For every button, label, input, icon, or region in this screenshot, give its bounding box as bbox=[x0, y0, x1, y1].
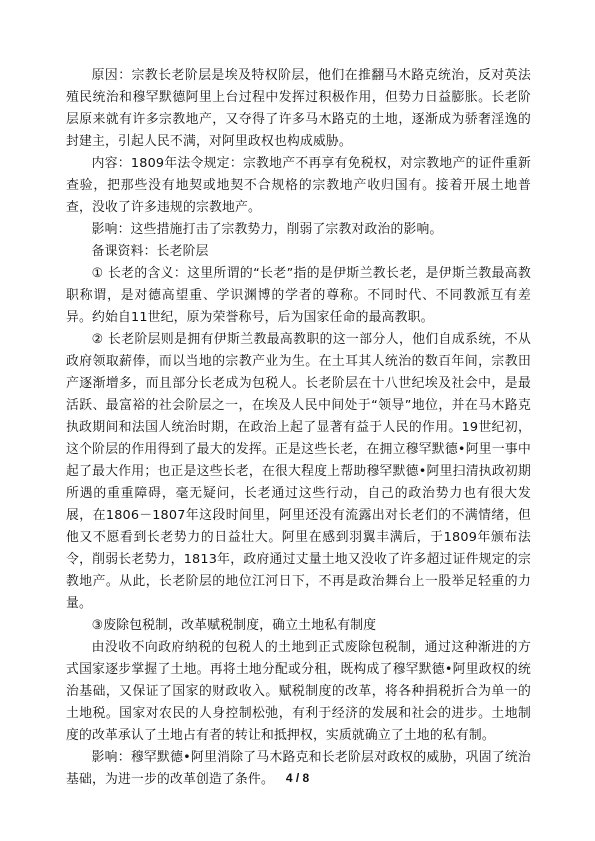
paragraph-reference-heading: 备课资料：长老阶层 bbox=[91, 244, 209, 259]
paragraph-reason: 原因：宗教长老阶层是埃及特权阶层，他们在推翻马木路克统治，反对英法殖民统治和穆罕默德阿里上台过程中发挥过积极作用，但势力日益膨胀。长老阶层原来就有许多宗教地产，又夺得了许多马木路克的土地，逐渐成为骄奢淫逸的封建主，引起人民不满，对阿里政权也构成威胁。 bbox=[66, 68, 531, 149]
page-body bbox=[66, 65, 531, 791]
paragraph-impact: 影响：这些措施打击了宗教势力，削弱了宗教对政治的影响。 bbox=[91, 222, 443, 237]
paragraph-content: 内容：1809年法令规定：宗教地产不再享有免税权，对宗教地产的证件重新查验，把那些没有地契或地契不合规格的宗教地产收归国有。接着开展土地普查，没收了许多违规的宗教地产。 bbox=[66, 156, 531, 215]
paragraph-tax-reform-heading: ③废除包税制，改革赋税制度，确立土地私有制度 bbox=[91, 618, 377, 633]
paragraph-elder-class: ② 长老阶层则是拥有伊斯兰教最高教职的这一部分人，他们自成系统，不从政府领取薪俸，而以当地的宗教产业为生。在土耳其人统治的数百年间，宗教田产逐渐增多，而且部分长老成为包税人。长老阶层在十八世纪埃及社会中，是最活跃、最富裕的社会阶层之一，在埃及人民中间处于“领导”地位，并在马木路克执政期间和法国人统治时期，在政治上起了显著有益于人民的作用。19世纪初，这个阶层的作用得到了最大的发挥。正是这些长老，在拥立穆罕默德•阿里一事中起了最大作用；也正是这些长老，在很大程度上帮助穆罕默德•阿里扫清执政初期所遇的重重障碍，毫无疑问，长老通过这些行动，自己的政治势力也有很大发展，在1806－1807年这段时间里，阿里还没有流露出对长老们的不满情绪，但他又不愿看到长老势力的日益壮大。阿里在感到羽翼丰满后，于1809年颁布法令，削弱长老势力，1813年，政府通过丈量土地又没收了许多超过证件规定的宗教地产。从此，长老阶层的地位江河日下，不再是政治舞台上一股举足轻重的力量。 bbox=[66, 332, 531, 611]
page-number: 4 / 8 bbox=[285, 771, 310, 785]
paragraph-final-impact: 影响：穆罕默德•阿里消除了马木路克和长老阶层对政权的威胁，巩固了统治基础，为进一步的改革创造了条件。 bbox=[66, 750, 531, 787]
paragraph-tax-reform: 由没收不向政府纳税的包税人的土地到正式废除包税制，通过这种渐进的方式国家逐步掌握了土地。再将土地分配或分租，既构成了穆罕默德•阿里政权的统治基础，又保证了国家的财政收入。赋税制度的改革，将各种捐税折合为单一的土地税。国家对农民的人身控制松弛，有利于经济的发展和社会的进步。土地制度的改革承认了土地占有者的转让和抵押权，实质就确立了土地的私有制。 bbox=[66, 640, 531, 743]
paragraph-elder-meaning: ① 长老的含义：这里所谓的“长老”指的是伊斯兰教长老，是伊斯兰教最高教职称谓，是对德高望重、学识渊博的学者的尊称。不同时代、不同教派互有差异。约始自11世纪，原为荣誉称号，后为国家任命的最高教职。 bbox=[66, 266, 531, 325]
